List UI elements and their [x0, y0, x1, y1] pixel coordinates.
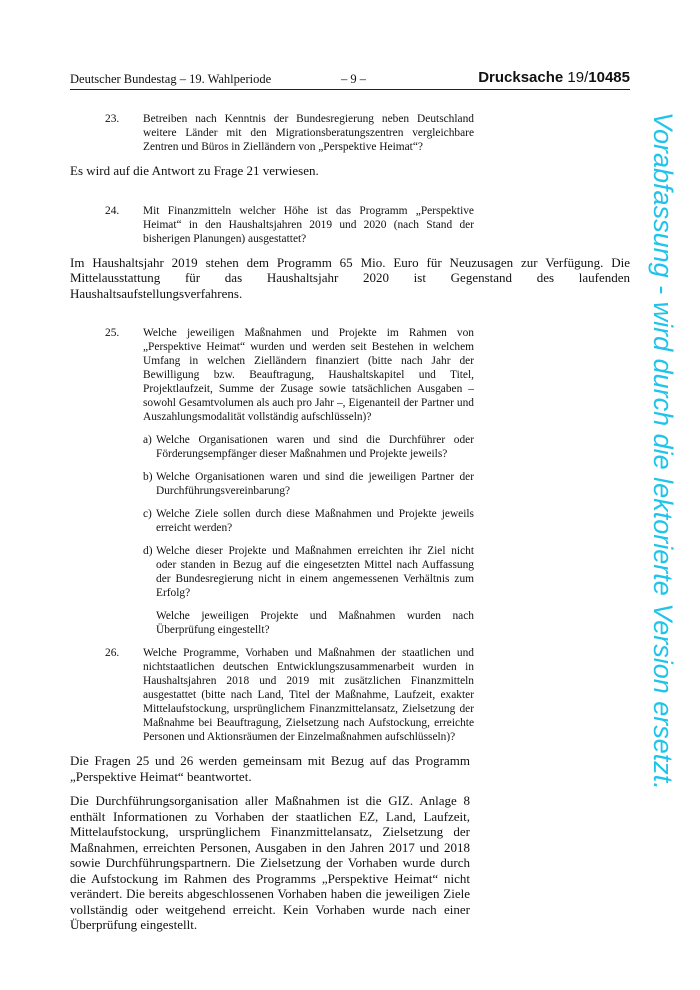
answer-23: Es wird auf die Antwort zu Frage 21 verwiesen.: [70, 163, 319, 178]
question-26: [70, 646, 474, 744]
question-text: Betreiben nach Kenntnis der Bundesregierung neben Deutschland weitere Länder mit den Migrationsberatungszentren vergleichbare Zentren und Büros in Zielländern von „Perspektive Heimat“?: [143, 113, 474, 153]
question-25-a: [143, 433, 474, 461]
question-text: Welche jeweiligen Maßnahmen und Projekte im Rahmen von „Perspektive Heimat“ wurden und werden seit Bestehen in welchem Umfang in welchen Zielländern finanziert (bitte nach Jahr der Bewilligung bzw. Beauftragung, Haushaltskapitel und Titel, Projektlaufzeit, Summe der Zusage sowie tatsächlichen Ausgaben – sowohl Gesamtvolumen als auch pro Jahr –, Eigenanteil der Partner und Auszahlungsmodalität vollständig aufschlüsseln)?: [143, 327, 474, 423]
question-number: 23.: [105, 113, 120, 125]
subquestion-text: Welche Organisationen waren und sind die jeweiligen Partner der Durchführungsvereinbarung?: [156, 471, 474, 497]
question-23: [70, 112, 474, 154]
page-header: [70, 70, 630, 90]
question-text: Welche Programme, Vorhaben und Maßnahmen der staatlichen und nichtstaatlichen deutschen Entwicklungszusammenarbeit wurden in Haushaltsjahren 2018 und 2019 mit zusätzlichen Finanzmitteln ausgestattet (bitte nach Land, Titel der Maßnahme, Laufzeit, exakter Mittelaufstockung, ursprünglichem Finanzmittelansatz, Zielsetzung der Maßnahme bei Beauftragung, Zielsetzung nach Aufstockung, erreichte Personen und Aktionsräumen der Einzelmaßnahmen aufschlüsseln)?: [143, 647, 474, 743]
subquestion-label: c): [143, 508, 152, 520]
question-text: Mit Finanzmitteln welcher Höhe ist das Programm „Perspektive Heimat“ in den Haushaltsjahren 2019 und 2020 (nach Stand der bisherigen Planungen) ausgestattet?: [143, 204, 474, 245]
drucksache-label: Drucksache: [478, 69, 564, 86]
question-25: [70, 326, 474, 424]
question-number: 25.: [105, 327, 120, 339]
subquestion-text: Welche Ziele sollen durch diese Maßnahmen und Projekte jeweils erreicht werden?: [156, 508, 474, 534]
subquestion-text: Welche Organisationen waren und sind die Durchführer oder Förderungsempfänger dieser Maßnahmen und Projekte jeweils?: [156, 434, 474, 460]
question-25-d: [143, 544, 474, 600]
draft-watermark: Vorabfassung - wird durch die lektorierte Version ersetzt.: [648, 112, 678, 790]
header-rule: [70, 89, 630, 90]
question-25-b: [143, 470, 474, 498]
question-number: 26.: [105, 647, 120, 659]
question-25-d-followup: Welche jeweiligen Projekte und Maßnahmen wurden nach Überprüfung eingestellt?: [156, 610, 474, 636]
subquestion-label: a): [143, 434, 152, 446]
drucksache-id: [478, 69, 630, 86]
header-publisher: Deutscher Bundestag – 19. Wahlperiode: [70, 72, 272, 86]
subquestion-text: Welche dieser Projekte und Maßnahmen erreichten ihr Ziel nicht oder standen in Bezug auf die eingesetzten Mittel nach Auffassung der Bundesregierung nicht in einem angemessenen Verhältnis zum Erfolg?: [156, 545, 474, 599]
page-number: – 9 –: [341, 72, 366, 86]
drucksache-period: 19/: [567, 69, 589, 86]
question-24: [70, 204, 474, 246]
subquestion-label: d): [143, 545, 153, 557]
answer-24: Im Haushaltsjahr 2019 stehen dem Programm 65 Mio. Euro für Neuzusagen zur Verfügung. Die Mittelausstattung für das Haushaltsjahr 2020 ist Gegenstand des laufenden Haushaltsaufstellungsverfahrens.: [70, 254, 630, 301]
document-body: [70, 112, 630, 933]
answer-25-26-body: Die Durchführungsorganisation aller Maßnahmen ist die GIZ. Anlage 8 enthält Informationen zu Vorhaben der staatlichen EZ, Land, Laufzeit, Mittelaufstockung, ursprünglichem Finanzmittelansatz, Zielsetzung der Maßnahmen, erreichten Personen, Ausgaben in den Jahren 2017 und 2018 sowie Durchführungspartnern. Die Zielsetzung der Vorhaben wurde durch die Aufstockung im Rahmen des Programms „Perspektive Heimat“ nicht verändert. Die bereits abgeschlossenen Vorhaben haben die jeweiligen Ziele vollständig oder weitgehend erreicht. Kein Vorhaben wurde nach einer Überprüfung eingestellt.: [70, 793, 470, 932]
subquestion-label: b): [143, 471, 153, 483]
question-number: 24.: [105, 204, 120, 217]
answer-25-26-intro: Die Fragen 25 und 26 werden gemeinsam mit Bezug auf das Programm „Perspektive Heimat“ beantwortet.: [70, 753, 470, 784]
question-25-c: [143, 507, 474, 535]
drucksache-number: 10485: [588, 69, 630, 86]
